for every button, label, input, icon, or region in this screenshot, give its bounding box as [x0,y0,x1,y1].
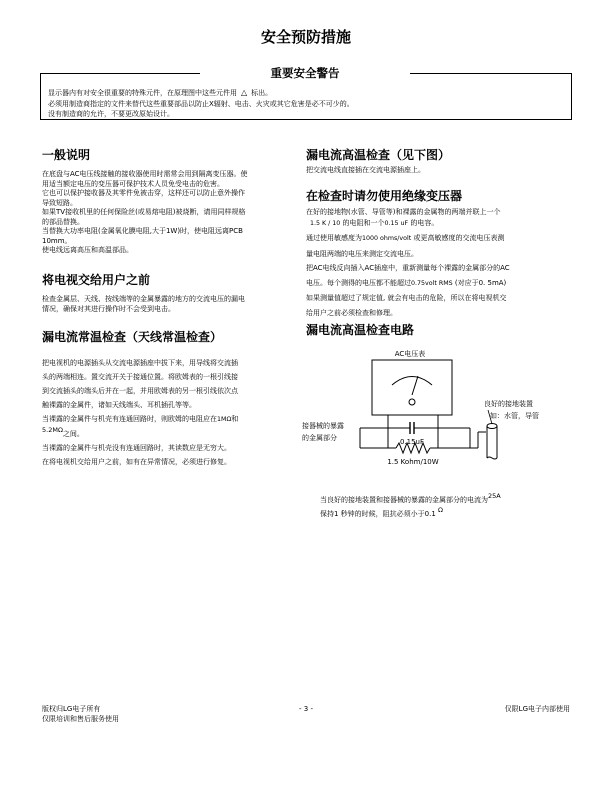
cold-line-7: 当裸露的金属件与机壳没有连通回路时，其读数应是无穷大。 [42,444,231,452]
deliver-heading: 将电视交给用户之前 [42,273,151,287]
transformer-line-2-cap: 0.15 uF [384,219,409,227]
transformer-line-2b: 的电容。 [410,218,439,227]
general-line: 在底盘与AC电压线接触的接收器使用时需常会用到隔离变压器。使 [42,170,248,178]
resistor-label: 1.5 Kohm/10W [387,458,439,466]
general-line: 它也可以保护接收器及其零件免被击穿，这样还可以防止意外操作 [42,189,245,197]
transformer-line-2-value: 1.5 K / 10 [310,219,341,227]
leakage-circuit-diagram [300,340,570,470]
caption-line-2a: 保持1 秒钟的时候，阻抗必须小于0.1 [320,510,436,518]
general-line: 如果TV接收机里的任何保险丝(或易熔电阻)被烧断，请用同样规格 [42,208,246,216]
cold-text [42,356,294,469]
transformer-line-2a: 的电阻和一个 [342,218,385,227]
meter-scale-arc [392,377,432,386]
cold-heading: 漏电流常温检查（天线常温检查） [42,330,223,344]
ohm-symbol: Ω [438,506,444,514]
caption-line-1a: 当良好的接地装置和接器械的暴露的金属部分的电流为 [320,496,488,504]
general-line: 的部品替换。 [42,217,84,226]
transformer-line-8: 给用户之前必须检查和修理。 [306,308,397,317]
capacitor-label: 0.15uF [399,438,425,446]
warning-line-1a: 显示器内有对安全很重要的特殊元件，在原理图中这些元件用 [48,89,237,97]
transformer-line-3a: 通过使用敏感度为 [306,234,362,242]
pipe-break [487,457,497,459]
transformer-text [306,207,576,318]
general-line: 使电线远离高压和高温部品。 [42,246,133,254]
transformer-line-6a: 电压。每个测得的电压都不能超过 [306,278,411,287]
transformer-line-5: 把AC电线反向插入AC插座中，重新测量每个裸露的金属部分的AC [306,264,510,272]
general-line: 10mm。 [42,236,72,245]
footer-usage: 仅限培训和售后服务使用 [42,715,119,723]
general-line: 当替换大功率电阻(金属氧化膜电阻,大于1W)时，使电阻远离PCB [42,227,243,235]
deliver-line: 检查金属层、天线、按线端等的金属暴露的地方的交流电压的漏电 [42,295,245,303]
ac-voltmeter-icon [372,360,452,415]
cold-line: 到交流插头的端头后并在一起，并用欧姆表的另一根引线依次点 [42,387,238,395]
footer-right: 仅限LG电子内部使用 [504,705,570,713]
transformer-line-1: 在好的接地物(水管、导管等)和裸露的金属物的两端并联上一个 [306,208,501,216]
circuit-caption [320,493,580,521]
deliver-line: 情况，确保对其进行操作时不会受到电击。 [42,304,175,313]
transformer-line-4: 量电阻两端的电压来测定交流电压。 [306,249,418,258]
transformer-line-6-value: 0.75volt RMS [411,279,453,287]
meter-needle [412,376,418,395]
transformer-heading: 在检查时请勿使用绝缘变压器 [306,189,463,203]
page-title: 安全预防措施 [260,28,351,46]
cold-line-6-value: 5.2MΩ [42,426,63,434]
cold-line-5b: 和 [231,415,239,423]
hot-heading: 漏电流高温检查（见下图） [306,148,451,162]
caption-line-1-value: 25A [488,492,501,500]
general-line: 用适当额定电压的变压器可保护技术人员免受电击的危害。 [42,179,224,188]
cold-line: 头的两端相连。置交流开关于接通位置。将欧姆表的一根引线接 [42,373,238,381]
meter-label: AC电压表 [394,350,426,358]
general-line: 导致短路。 [42,198,77,207]
exposed-metal-label: 的金属部分 [302,434,337,442]
exposed-metal-label: 接器械的暴露 [302,422,344,430]
warning-line-2: 必须用制造商指定的文件来替代这些重要部品以防止X辐射、电击、火灾或其它危害是必不可少的。 [48,99,354,108]
warning-triangle-icon: △ [241,88,248,97]
warning-line-1b: 标出。 [251,89,273,97]
cold-line-5-value: 1MΩ [217,416,232,423]
cold-line-6b: 之间。 [62,430,84,438]
hot-text: 把交流电线直接插在交流电源插座上。 [306,166,425,174]
deliver-text [42,295,292,314]
cold-line-5a: 当裸露的金属件与机壳有连通回路时，则欧姆的电阻应在 [42,415,217,423]
cold-line: 把电视机的电源插头从交流电源插座中拔下来，用导线将交流插 [42,359,238,367]
ground-label: 如：水管，导管 [490,412,539,420]
meter-pivot [409,399,415,405]
transformer-line-3-value: 1000 ohms/volt [362,235,412,242]
warning-line-3: 没有制造商的允许，不要更改原始设计。 [48,110,174,118]
ground-label: 良好的接地装置 [484,400,533,408]
pipe-top [487,424,497,429]
footer-copyright: 版权归LG电子所有 [42,705,101,713]
warning-text [48,88,563,120]
transformer-line-7: 如果测量值超过了规定值, 就会有电击的危险，所以在将电视机交 [306,294,507,302]
warning-title: 重要安全警告 [200,64,410,82]
circuit-heading: 漏电流高温检查电路 [306,323,415,337]
general-text [42,170,292,256]
transformer-line-3b: 或更高敏感度的交流电压表测 [413,234,505,242]
cold-line: 触裸露的金属件，诸如天线端头、耳机插孔等等。 [42,401,196,409]
cold-line-8: 在将电视机交给用户之前，如有在异常情况，必须进行修复。 [42,458,231,466]
page-number: - 3 - [299,705,313,713]
transformer-line-6b: (对应于0. 5mA) [454,278,507,287]
general-heading: 一般说明 [42,148,91,162]
